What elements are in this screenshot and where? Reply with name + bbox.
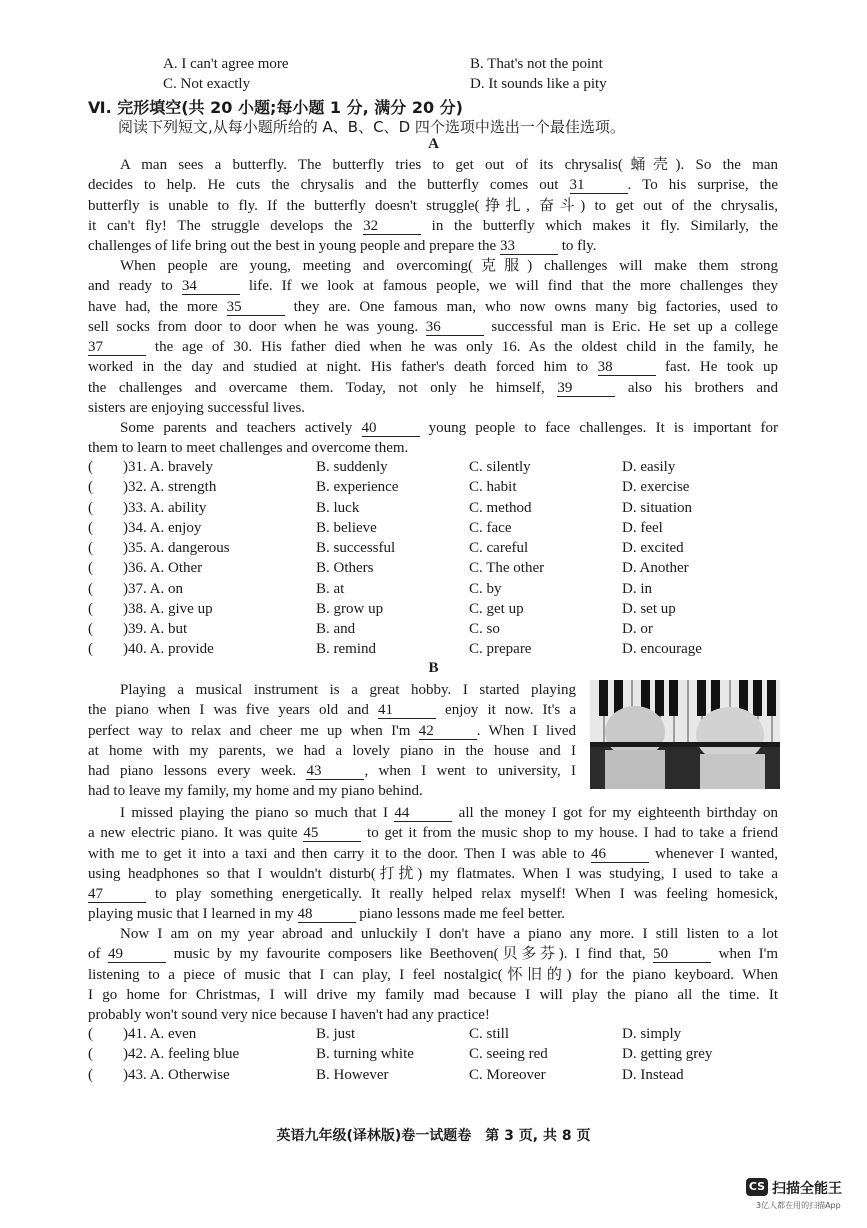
option-d: D. getting grey [622, 1046, 713, 1063]
paragraph-line [88, 196, 778, 216]
text-run: it can't fly! The struggle develops the [88, 217, 364, 234]
option-c: C. seeing red [469, 1046, 548, 1063]
question-number-option-a: ( )38. A. give up [88, 600, 213, 617]
scanner-watermark [746, 1178, 856, 1218]
text-run: to fly. [557, 238, 597, 254]
blank-39: 39 [557, 380, 615, 397]
question-number-option-a: ( )40. A. provide [88, 641, 214, 658]
text-run: at home with my parents, we had a lovely piano in the house and I [88, 742, 576, 759]
option-c: C. still [469, 1026, 510, 1042]
question-number-option-a: ( )39. A. but [88, 621, 188, 637]
option-b: B. believe [316, 519, 377, 536]
question-number-option-a: ( )32. A. strength [88, 479, 217, 496]
blank-43: 43 [306, 763, 364, 780]
passage-b-letter: B [428, 660, 439, 676]
option-d: D. encourage [622, 641, 702, 658]
paragraph-line [88, 884, 778, 904]
text-run: . To his surprise, the [627, 177, 778, 194]
blank-31: 31 [570, 177, 628, 194]
paragraph-line [88, 398, 778, 418]
option-c: C. face [469, 519, 512, 536]
text-run: using headphones so that I wouldn't disturb(打扰) my flatmates. When I was studying, I used to take a [88, 865, 778, 882]
option-d: D. easily [622, 459, 676, 475]
option-b: B. just [316, 1026, 356, 1042]
option-d: D. Instead [622, 1066, 684, 1083]
paragraph-line [88, 680, 576, 700]
option-c: C. silently [469, 459, 531, 475]
text-run: them to learn to meet challenges and overcome them. [88, 440, 409, 457]
blank-48: 48 [298, 906, 356, 923]
paragraph-line [88, 985, 778, 1005]
text-run: the age of 30. His father died when he was only 16. As the oldest child in the family, he [146, 339, 778, 355]
paragraph-line [88, 803, 778, 823]
option-d: D. exercise [622, 479, 690, 496]
question-number-option-a: ( )34. A. enjoy [88, 519, 202, 536]
passage-b-paragraph-1 [88, 680, 576, 802]
question-number-option-a: ( )42. A. feeling blue [88, 1046, 240, 1063]
blank-37: 37 [88, 339, 146, 356]
blank-40: 40 [362, 420, 420, 437]
option-d: D. excited [622, 540, 684, 556]
prev-option-a: A. I can't agree more [163, 56, 289, 72]
blank-44: 44 [394, 805, 452, 822]
text-run: the piano when I was five years old and [88, 702, 378, 719]
blank-49: 49 [108, 946, 166, 963]
text-run: in the butterfly which makes it fly. Similarly, the [421, 217, 778, 234]
option-b: B. at [316, 580, 345, 597]
text-run: young people to face challenges. It is important for [419, 420, 778, 436]
blank-50: 50 [653, 946, 711, 963]
text-run: enjoy it now. It's a [435, 702, 576, 719]
blank-42: 42 [419, 723, 477, 740]
text-run: of [88, 946, 109, 963]
paragraph-line [88, 844, 778, 864]
question-number-option-a: ( )37. A. on [88, 580, 183, 597]
text-run: perfect way to relax and cheer me up when I'm [88, 722, 419, 739]
text-run: had piano lessons every week. [88, 763, 307, 779]
blank-33: 33 [500, 238, 558, 255]
text-run: piano lessons made me feel better. [355, 906, 566, 923]
passage-a-letter: A [428, 136, 439, 152]
option-b: B. luck [316, 499, 360, 516]
paragraph-line [88, 721, 576, 741]
option-c: C. Moreover [469, 1066, 546, 1083]
option-c: C. by [469, 580, 502, 597]
paragraph-line [88, 175, 778, 195]
option-d: D. Another [622, 560, 689, 577]
option-b: B. experience [316, 479, 399, 496]
paragraph-line [88, 1005, 778, 1025]
text-run: to get it from the music shop to my house. I had to take a friend [361, 825, 778, 842]
paragraph-line [88, 761, 576, 781]
paragraph-line [88, 700, 576, 720]
paragraph-line [88, 337, 778, 357]
cs-logo-icon: CS [746, 1178, 768, 1196]
text-run: whenever I wanted, [648, 845, 778, 862]
paragraph-line [88, 236, 778, 256]
passage-b-paragraph-2 [88, 803, 778, 925]
option-d: D. or [622, 621, 653, 637]
option-c: C. so [469, 621, 500, 637]
blank-45: 45 [303, 825, 361, 842]
option-d: D. in [622, 580, 652, 597]
option-d: D. simply [622, 1026, 682, 1042]
text-run: fast. He took up [655, 359, 778, 376]
paragraph-line [88, 378, 778, 398]
paragraph-line [88, 904, 778, 924]
prev-option-b: B. That's not the point [470, 56, 603, 72]
option-c: C. habit [469, 479, 517, 496]
passage-b-paragraph-3 [88, 924, 778, 1025]
passage-a-paragraph-1 [88, 155, 778, 256]
passage-a-paragraph-3 [88, 418, 778, 459]
option-c: C. The other [469, 560, 545, 577]
text-run: life. If we look at famous people, we will find that the more challenges they [239, 278, 779, 295]
piano-hands-image [590, 680, 780, 789]
option-b: B. However [316, 1066, 389, 1083]
text-run: I missed playing the piano so much that I [120, 805, 395, 821]
blank-38: 38 [598, 359, 656, 376]
text-run: A man sees a butterfly. The butterfly tries to get out of its chrysalis(蛹壳). So the man [120, 157, 778, 173]
blank-36: 36 [426, 319, 484, 336]
text-run: when I'm [711, 946, 778, 963]
page-footer: 英语九年级(译林版)卷一试题卷 第 3 页, 共 8 页 [276, 1128, 591, 1144]
passage-a-paragraph-2 [88, 256, 778, 418]
text-run: worked in the day and studied at night. His father's death forced him to [88, 359, 598, 376]
text-run: with me to get it into a taxi and then carry it to the door. Then I was able to [88, 845, 591, 862]
text-run: listening to a piece of music that I can play, I feel nostalgic(怀旧的) for the piano keyboard. When [88, 966, 778, 983]
text-run: had to leave my family, my home and my piano behind. [88, 783, 423, 800]
option-c: C. prepare [469, 641, 532, 658]
blank-41: 41 [378, 702, 436, 719]
text-run: I go home for Christmas, I will drive my family mad because I will play the piano all the time. It [88, 986, 778, 1003]
question-number-option-a: ( )31. A. bravely [88, 459, 213, 475]
blank-46: 46 [591, 846, 649, 863]
prev-option-d: D. It sounds like a pity [470, 76, 607, 92]
text-run: butterfly is unable to fly. If the butterfly doesn't struggle(挣扎, 奋斗) to get out of the chrysalis, [88, 197, 778, 214]
paragraph-line [88, 438, 778, 458]
option-d: D. situation [622, 499, 692, 516]
option-c: C. careful [469, 540, 529, 556]
text-run: playing music that I learned in my [88, 906, 298, 923]
blank-35: 35 [227, 299, 285, 316]
option-b: B. and [316, 621, 356, 637]
question-number-option-a: ( )43. A. Otherwise [88, 1066, 230, 1083]
text-run: to play something energetically. It really helped relax myself! When I was feeling homesick, [146, 886, 778, 902]
paragraph-line [88, 216, 778, 236]
text-run: also his brothers and [615, 379, 778, 396]
prev-option-c: C. Not exactly [163, 76, 251, 92]
paragraph-line [88, 823, 778, 843]
text-run: sell socks from door to door when he was young. [88, 318, 426, 335]
paragraph-line [88, 418, 778, 438]
question-number-option-a: ( )36. A. Other [88, 560, 203, 577]
piano-photo [590, 680, 780, 789]
text-run: music by my favourite composers like Beethoven(贝多芬). I find that, [166, 946, 654, 963]
option-d: D. set up [622, 600, 676, 617]
option-b: B. remind [316, 641, 376, 658]
blank-34: 34 [182, 278, 240, 295]
option-b: B. suddenly [316, 459, 388, 475]
blank-32: 32 [363, 218, 421, 235]
text-run: and ready to [88, 278, 182, 295]
question-number-option-a: ( )41. A. even [88, 1026, 197, 1042]
watermark-name: 扫描全能王 [772, 1181, 842, 1197]
text-run: Some parents and teachers actively [120, 420, 362, 436]
text-run: probably won't sound very nice because I haven't had any practice! [88, 1007, 490, 1023]
option-b: B. grow up [316, 600, 384, 617]
paragraph-line [88, 276, 778, 296]
text-run: successful man is Eric. He set up a college [483, 318, 778, 335]
question-number-option-a: ( )33. A. ability [88, 499, 207, 516]
text-run: When people are young, meeting and overcoming(克服) challenges will make them strong [120, 258, 778, 274]
section-title: Ⅵ. 完形填空(共 20 小题;每小题 1 分, 满分 20 分) [88, 98, 463, 117]
text-run: all the money I got for my eighteenth birthday on [452, 805, 778, 821]
paragraph-line [88, 965, 778, 985]
paragraph-line [88, 781, 576, 801]
paragraph-line [88, 944, 778, 964]
option-b: B. successful [316, 540, 396, 556]
text-run: , when I went to university, I [364, 763, 577, 779]
text-run: sisters are enjoying successful lives. [88, 399, 306, 416]
blank-47: 47 [88, 886, 146, 903]
paragraph-line [88, 864, 778, 884]
option-c: C. get up [469, 600, 524, 617]
text-run: the challenges and overcame them. Today, not only he himself, [88, 379, 558, 396]
text-run: they are. One famous man, who now owns many big factories, used to [284, 298, 778, 315]
option-d: D. feel [622, 519, 663, 536]
question-number-option-a: ( )35. A. dangerous [88, 540, 230, 556]
paragraph-line [88, 317, 778, 337]
paragraph-line [88, 357, 778, 377]
text-run: Now I am on my year abroad and unluckily I don't have a piano any more. I still listen to a lot [120, 926, 778, 942]
paragraph-line [88, 256, 778, 276]
paragraph-line [88, 297, 778, 317]
text-run: have had, the more [88, 298, 227, 315]
text-run: challenges of life bring out the best in young people and prepare the [88, 238, 500, 254]
text-run: Playing a musical instrument is a great hobby. I started playing [120, 682, 576, 698]
option-b: B. turning white [316, 1046, 414, 1063]
option-c: C. method [469, 499, 532, 516]
paragraph-line [88, 155, 778, 175]
paragraph-line [88, 741, 576, 761]
paragraph-line [88, 924, 778, 944]
watermark-tagline: 3亿人都在用的扫描App [756, 1201, 841, 1210]
section-instruction: 阅读下列短文,从每小题所给的 A、B、C、D 四个选项中选出一个最佳选项。 [118, 118, 625, 136]
text-run: a new electric piano. It was quite [88, 825, 304, 842]
text-run: decides to help. He cuts the chrysalis and the butterfly comes out [88, 177, 570, 194]
option-b: B. Others [316, 560, 374, 577]
text-run: . When I lived [476, 722, 576, 739]
